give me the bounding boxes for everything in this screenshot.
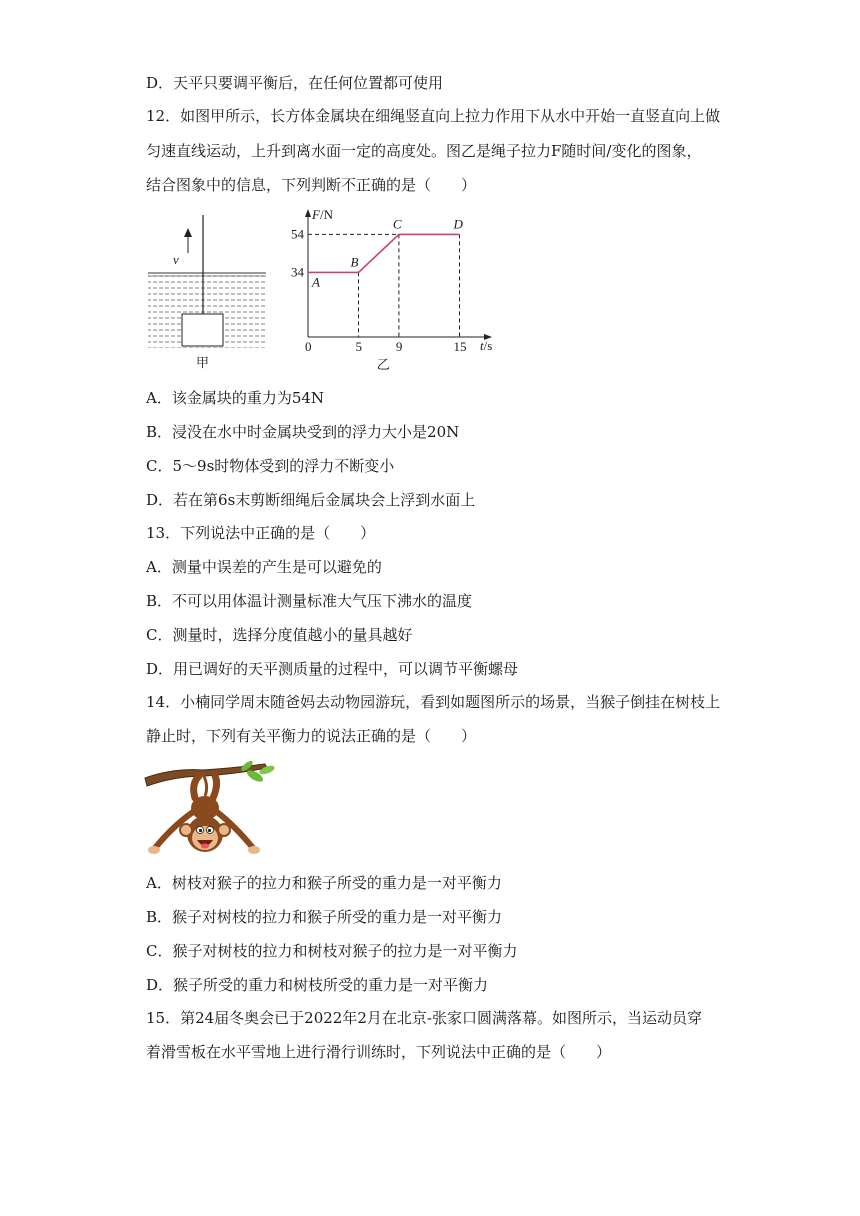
- monkey-pupil: [199, 829, 202, 832]
- question-12-line-1: 12．如图甲所示，长方体金属块在细绳竖直向上拉力作用下从水中开始一直竖直向上做: [146, 107, 721, 125]
- option-d-q12: D．若在第6s末剪断细绳后金属块会上浮到水面上: [146, 491, 476, 509]
- option-b-q13: B．不可以用体温计测量标准大气压下沸水的温度: [146, 592, 473, 610]
- monkey-leg-left: [194, 776, 199, 798]
- option-b-q12: B．浸没在水中时金属块受到的浮力大小是20N: [146, 423, 460, 441]
- question-12-line-3: 结合图象中的信息，下列判断不正确的是（ ）: [146, 176, 477, 194]
- question-14-line-1: 14．小楠同学周末随爸妈去动物园游玩，看到如题图所示的场景，当猴子倒挂在树枝上: [146, 693, 721, 711]
- y-axis-arrowhead: [305, 209, 311, 217]
- x-tick-label: 9: [395, 339, 403, 354]
- velocity-label: v: [173, 252, 179, 267]
- question-13: 13．下列说法中正确的是（ ）: [146, 524, 376, 542]
- point-label-c: C: [392, 216, 402, 232]
- option-d-q13: D．用已调好的天平测质量的过程中，可以调节平衡螺母: [146, 660, 519, 678]
- option-a-q13: A．测量中误差的产生是可以避免的: [146, 558, 382, 576]
- monkey-tongue: [201, 844, 209, 849]
- option-d-q11: D．天平只要调平衡后，在任何位置都可使用: [146, 74, 444, 92]
- x-axis-label: t/s: [480, 338, 493, 353]
- y-tick-label: 34: [291, 264, 304, 280]
- point-label-b: B: [350, 254, 359, 270]
- point-label-d: D: [453, 216, 463, 232]
- figure-yi-chart: [286, 207, 506, 377]
- monkey-illustration: [143, 756, 277, 860]
- question-15-line-1: 15．第24届冬奥会已于2022年2月在北京-张家口圆满落幕。如图所示，当运动员穿: [146, 1009, 702, 1027]
- option-c-q13: C．测量时，选择分度值越小的量具越好: [146, 626, 413, 644]
- x-tick-label: 15: [453, 339, 467, 354]
- option-a-q14: A．树枝对猴子的拉力和猴子所受的重力是一对平衡力: [146, 874, 502, 892]
- monkey-hand-right: [248, 846, 260, 854]
- x-tick-label: 0: [305, 339, 312, 354]
- option-a-q12: A．该金属块的重力为54N: [146, 389, 325, 407]
- figure-jia-caption: 甲: [196, 355, 210, 370]
- metal-block: [182, 314, 223, 346]
- option-c-q12: C．5～9s时物体受到的浮力不断变小: [146, 457, 395, 475]
- figure-yi-caption: 乙: [376, 357, 390, 372]
- y-axis-label: F/N: [312, 207, 333, 222]
- monkey-ear-right: [218, 824, 230, 836]
- monkey-pupil: [208, 829, 211, 832]
- x-tick-label: 5: [355, 339, 362, 354]
- option-c-q14: C．猴子对树枝的拉力和树枝对猴子的拉力是一对平衡力: [146, 942, 518, 960]
- y-tick-label: 54: [291, 226, 304, 242]
- monkey-hand-left: [148, 846, 160, 854]
- monkey-ear-left: [180, 824, 192, 836]
- option-d-q14: D．猴子所受的重力和树枝所受的重力是一对平衡力: [146, 976, 489, 994]
- monkey-tail: [203, 774, 207, 796]
- option-b-q14: B．猴子对树枝的拉力和猴子所受的重力是一对平衡力: [146, 908, 503, 926]
- point-label-a: A: [312, 274, 320, 290]
- question-12-line-2: 匀速直线运动，上升到离水面一定的高度处。图乙是绳子拉力F随时间/变化的图象，: [146, 142, 702, 160]
- monkey-leg-right: [213, 776, 217, 798]
- force-series-line: [308, 234, 460, 272]
- figure-jia: [146, 213, 268, 373]
- question-14-line-2: 静止时，下列有关平衡力的说法正确的是（ ）: [146, 727, 477, 745]
- question-15-line-2: 着滑雪板在水平雪地上进行滑行训练时，下列说法中正确的是（ ）: [146, 1043, 612, 1061]
- velocity-arrowhead: [184, 228, 192, 237]
